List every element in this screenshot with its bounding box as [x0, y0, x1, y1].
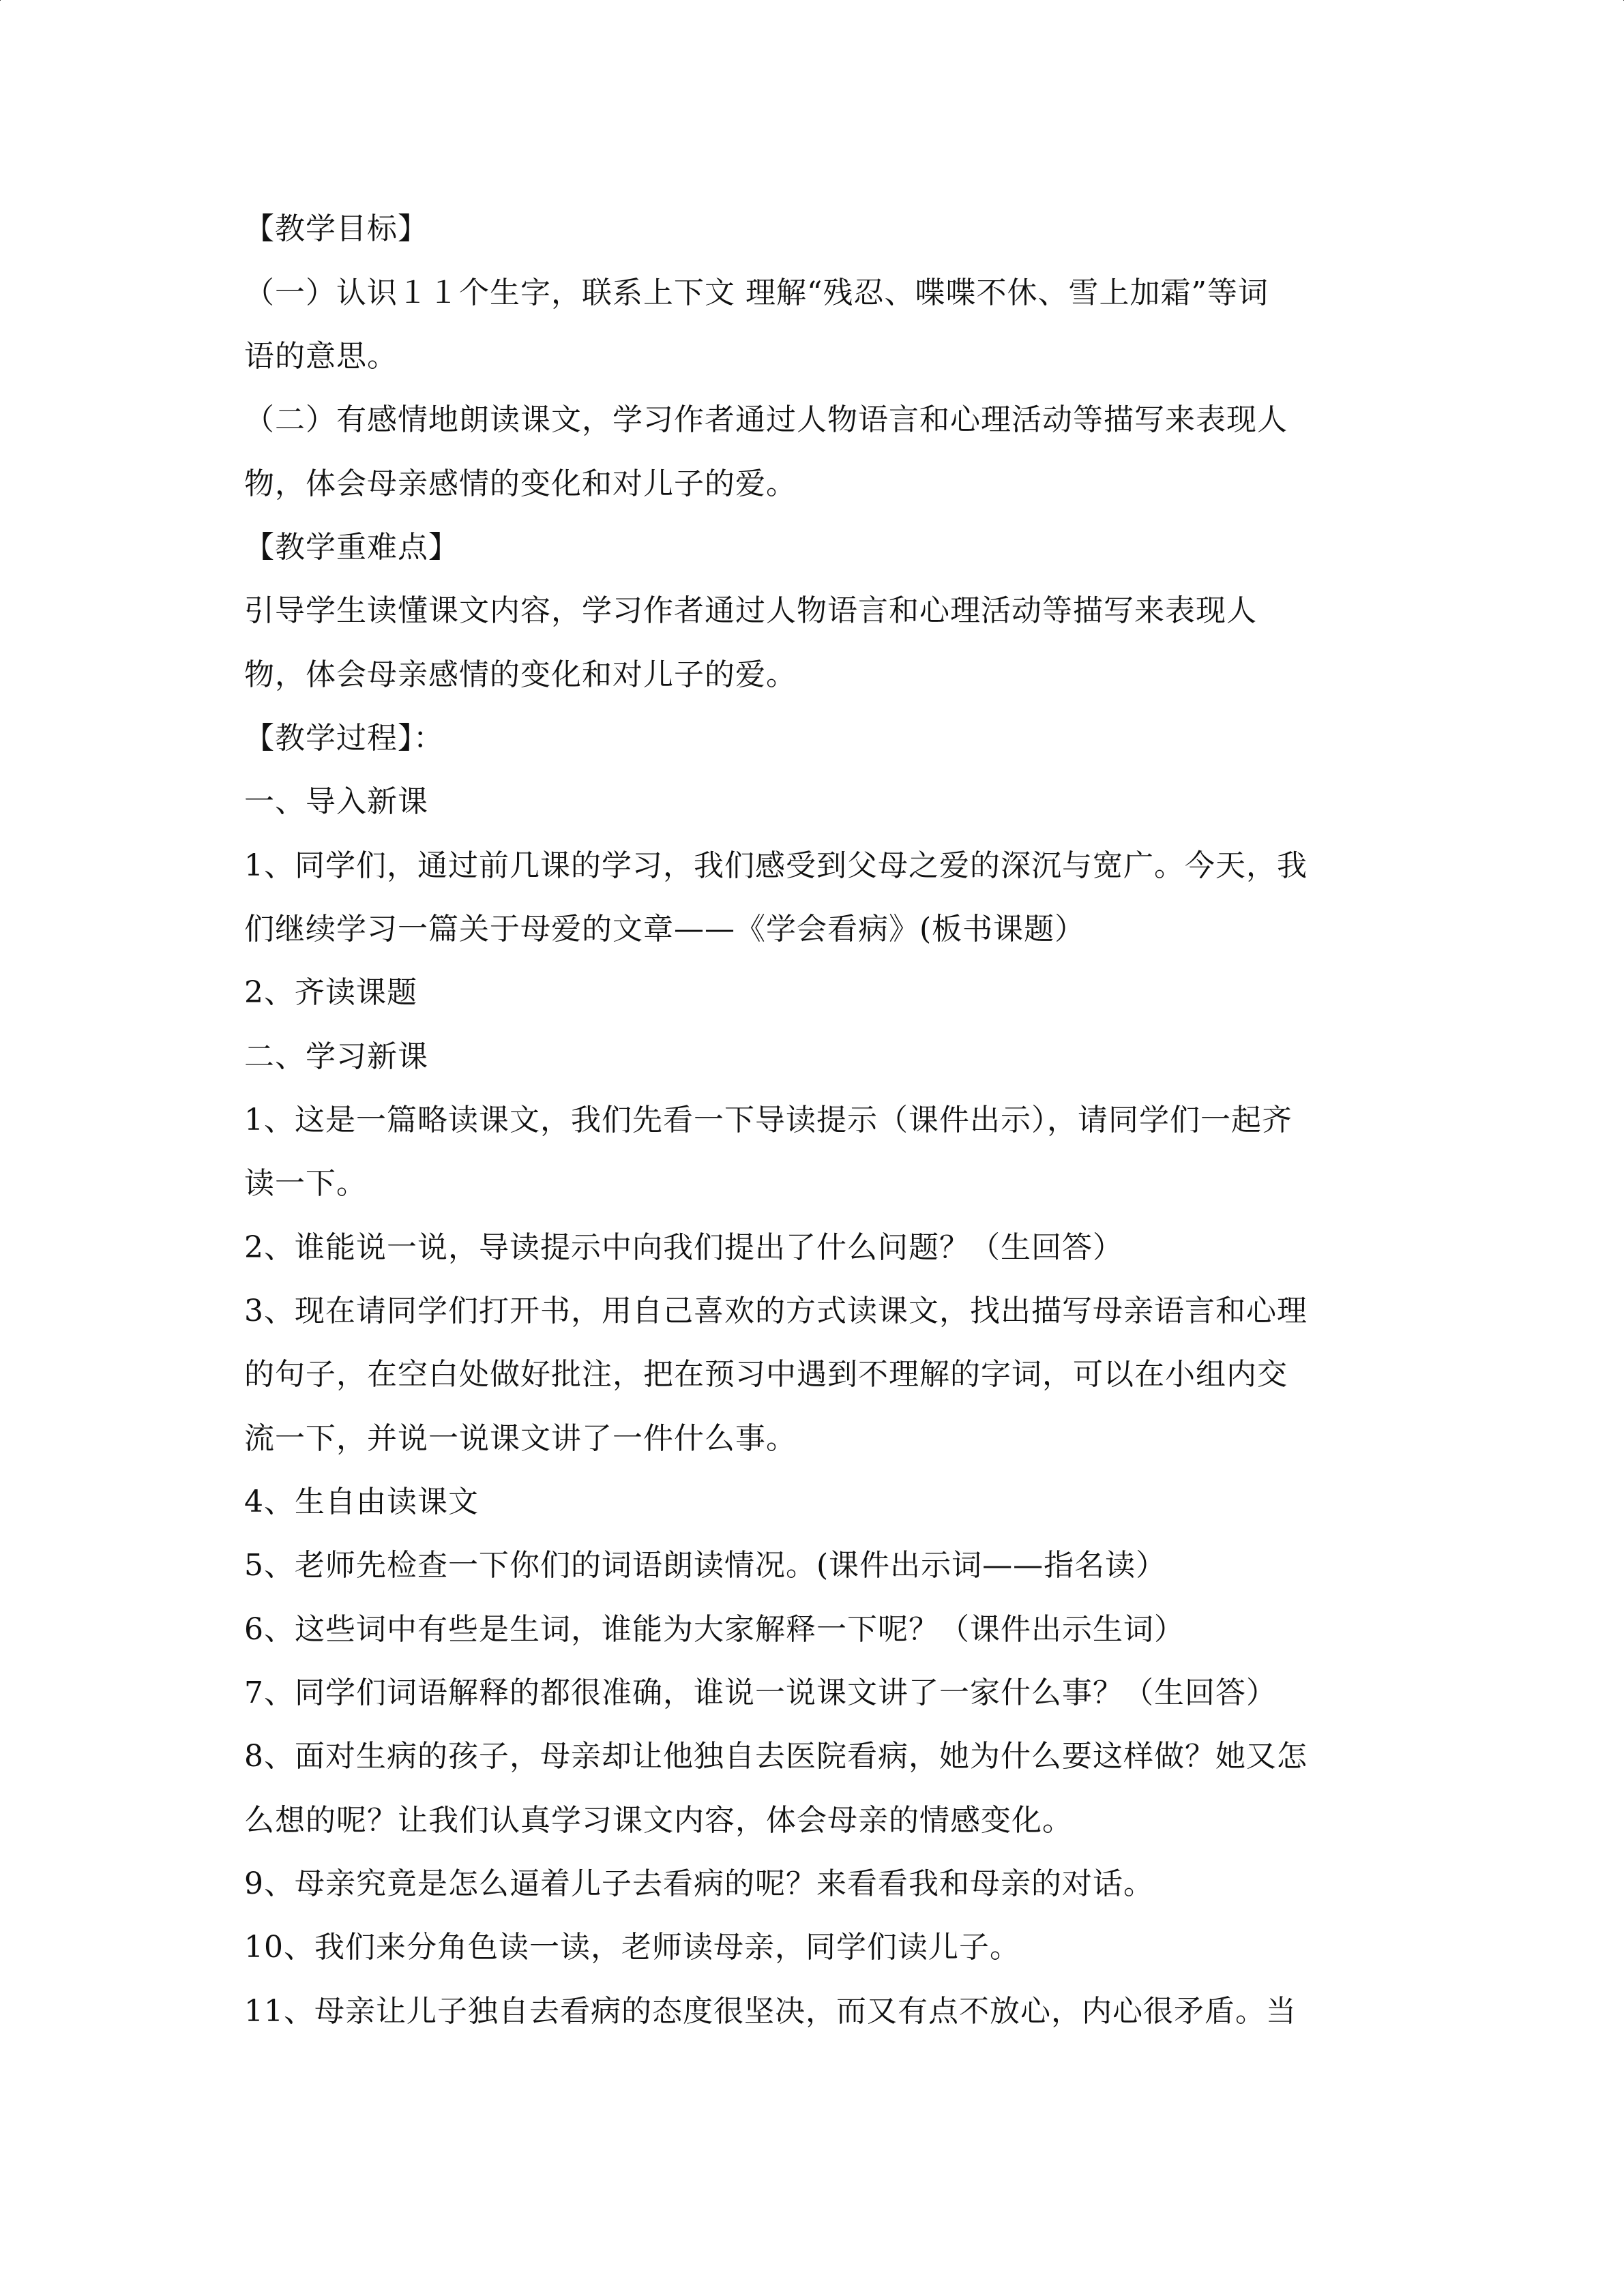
page-corner-mark-left — [0, 0, 1, 1]
paragraph-line: 4、生自由读课文 — [244, 1485, 479, 1519]
paragraph-line: 的句子，在空白处做好批注，把在预习中遇到不理解的字词，可以在小组内交 — [244, 1357, 1288, 1392]
paragraph-line: （二）有感情地朗读课文，学习作者通过人物语言和心理活动等描写来表现人 — [244, 402, 1288, 437]
paragraph-line: 流一下，并说一说课文讲了一件什么事。 — [244, 1421, 797, 1456]
paragraph-line: 9、母亲究竟是怎么逼着儿子去看病的呢？来看看我和母亲的对话。 — [244, 1866, 1154, 1901]
paragraph-line: 们继续学习一篇关于母爱的文章——《学会看病》(板书课题） — [244, 912, 1086, 946]
paragraph-line: 1、同学们，通过前几课的学习，我们感受到父母之爱的深沉与宽广。今天，我 — [244, 848, 1308, 883]
paragraph-line: 语的意思。 — [244, 339, 398, 374]
paragraph-line: 5、老师先检查一下你们的词语朗读情况。(课件出示词——指名读） — [244, 1548, 1167, 1583]
heading-key-difficulties: 【教学重难点】 — [244, 530, 459, 565]
paragraph-line: 物，体会母亲感情的变化和对儿子的爱。 — [244, 466, 797, 501]
section-heading-intro: 一、导入新课 — [244, 784, 428, 819]
paragraph-line: （一）认识１１个生字，联系上下文 理解“残忍、喋喋不休、雪上加霜”等词 — [244, 275, 1269, 310]
paragraph-line: 8、面对生病的孩子，母亲却让他独自去医院看病，她为什么要这样做？她又怎 — [244, 1739, 1308, 1774]
paragraph-line: 11、母亲让儿子独自去看病的态度很坚决，而又有点不放心，内心很矛盾。当 — [244, 1994, 1297, 2029]
paragraph-line: 引导学生读懂课文内容，学习作者通过人物语言和心理活动等描写来表现人 — [244, 593, 1257, 628]
paragraph-line: 读一下。 — [244, 1166, 367, 1201]
paragraph-line: 7、同学们词语解释的都很准确，谁说一说课文讲了一家什么事？（生回答） — [244, 1675, 1277, 1710]
heading-teaching-goals: 【教学目标】 — [244, 211, 428, 246]
paragraph-line: 6、这些词中有些是生词，谁能为大家解释一下呢？（课件出示生词） — [244, 1612, 1185, 1647]
section-heading-new-lesson: 二、学习新课 — [244, 1039, 428, 1074]
heading-teaching-process: 【教学过程】： — [244, 721, 444, 756]
paragraph-line: 3、现在请同学们打开书，用自己喜欢的方式读课文，找出描写母亲语言和心理 — [244, 1294, 1308, 1328]
paragraph-line: 1、这是一篇略读课文，我们先看一下导读提示（课件出示），请同学们一起齐 — [244, 1103, 1293, 1137]
paragraph-line: 2、谁能说一说，导读提示中向我们提出了什么问题？（生回答） — [244, 1230, 1123, 1265]
paragraph-line: 么想的呢？让我们认真学习课文内容，体会母亲的情感变化。 — [244, 1803, 1073, 1838]
paragraph-line: 10、我们来分角色读一读，老师读母亲，同学们读儿子。 — [244, 1930, 1020, 1965]
paragraph-line: 2、齐读课题 — [244, 975, 417, 1010]
paragraph-line: 物，体会母亲感情的变化和对儿子的爱。 — [244, 657, 797, 692]
